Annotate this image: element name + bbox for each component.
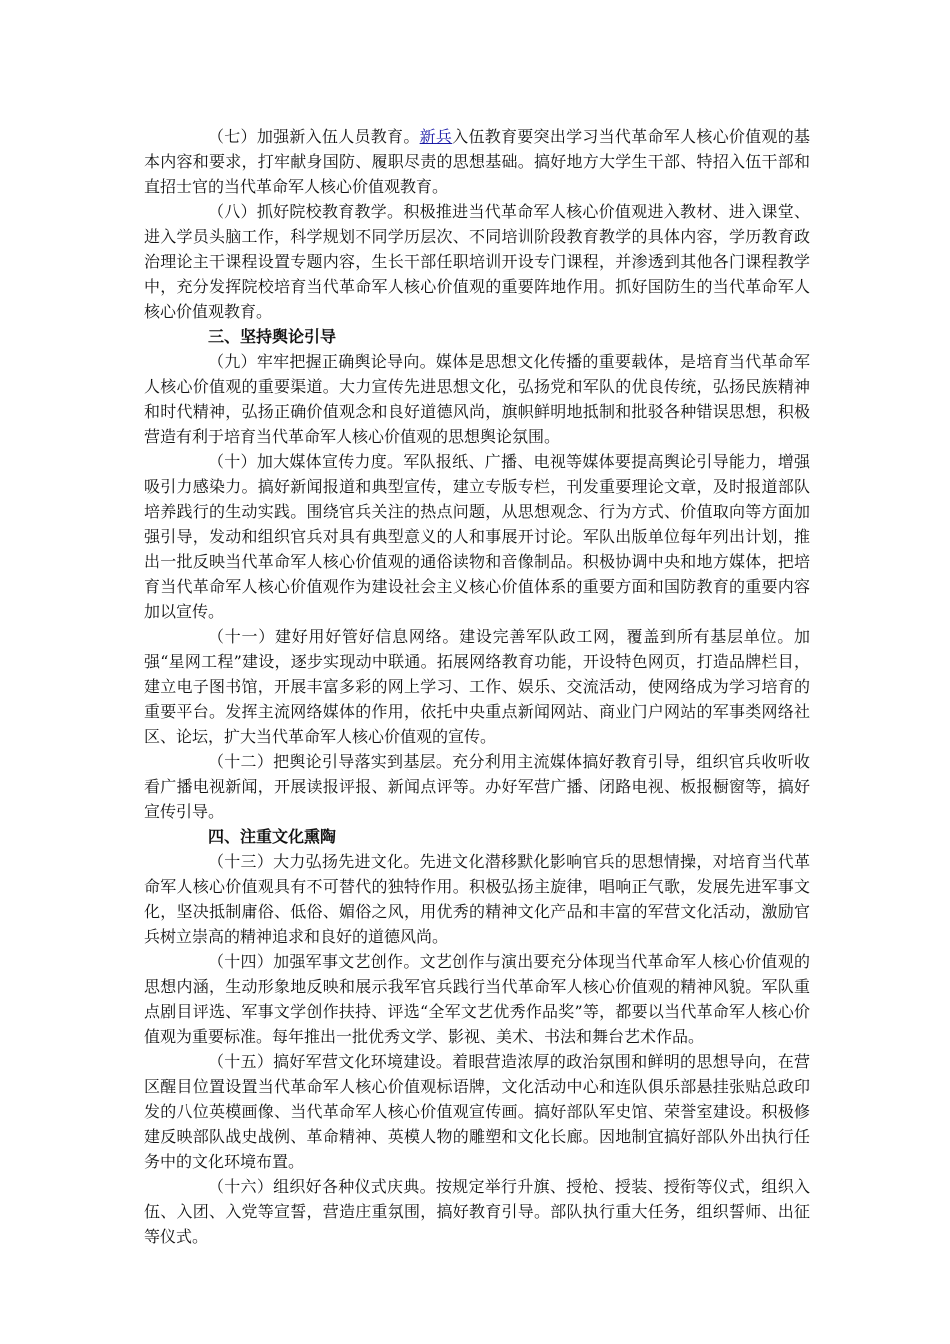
section-heading-3: 三、坚持舆论引导 [208,327,337,346]
document-body [144,124,810,1249]
paragraph-7-text-start: （七）加强新入伍人员教育。 [208,127,420,146]
section-heading-4: 四、注重文化熏陶 [208,827,337,846]
paragraph-14: （十四）加强军事文艺创作。文艺创作与演出要充分体现当代革命军人核心价值观的思想内涵，生动形象地反映和展示我军官兵践行当代革命军人核心价值观的精神风貌。军队重点剧目评选、军事文学创作扶持、评选“全军文艺优秀作品奖”等，都要以当代革命军人核心价值观为重要标准。每年推出一批优秀文学、影视、美术、书法和舞台艺术作品。 [144,952,810,1046]
paragraph-9: （九）牢牢把握正确舆论导向。媒体是思想文化传播的重要载体，是培育当代革命军人核心价值观的重要渠道。大力宣传先进思想文化，弘扬党和军队的优良传统，弘扬民族精神和时代精神，弘扬正确价值观念和良好道德风尚，旗帜鲜明地抵制和批驳各种错误思想，积极营造有利于培育当代革命军人核心价值观的思想舆论氛围。 [144,352,810,446]
paragraph-16: （十六）组织好各种仪式庆典。按规定举行升旗、授枪、授装、授衔等仪式，组织入伍、入团、入党等宣誓，营造庄重氛围，搞好教育引导。部队执行重大任务，组织誓师、出征等仪式。 [144,1177,810,1246]
paragraph-10: （十）加大媒体宣传力度。军队报纸、广播、电视等媒体要提高舆论引导能力，增强吸引力感染力。搞好新闻报道和典型宣传，建立专版专栏，刊发重要理论文章，及时报道部队培养践行的生动实践。围绕官兵关注的热点问题，从思想观念、行为方式、价值取向等方面加强引导，发动和组织官兵对具有典型意义的人和事展开讨论。军队出版单位每年列出计划，推出一批反映当代革命军人核心价值观的通俗读物和音像制品。积极协调中央和地方媒体，把培育当代革命军人核心价值观作为建设社会主义核心价值体系的重要方面和国防教育的重要内容加以宣传。 [144,452,810,621]
link-new-recruit[interactable]: 新兵 [419,127,453,146]
paragraph-8: （八）抓好院校教育教学。积极推进当代革命军人核心价值观进入教材、进入课堂、进入学员头脑工作，科学规划不同学历层次、不同培训阶段教育教学的具体内容，学历教育政治理论主干课程设置专题内容，生长干部任职培训开设专门课程，并渗透到其他各门课程教学中，充分发挥院校培育当代革命军人核心价值观的重要阵地作用。抓好国防生的当代革命军人核心价值观教育。 [144,202,810,321]
paragraph-7 [144,124,810,199]
paragraph-15: （十五）搞好军营文化环境建设。着眼营造浓厚的政治氛围和鲜明的思想导向，在营区醒目位置设置当代革命军人核心价值观标语牌，文化活动中心和连队俱乐部悬挂张贴总政印发的八位英模画像、当代革命军人核心价值观宣传画。搞好部队军史馆、荣誉室建设。积极修建反映部队战史战例、革命精神、英模人物的雕塑和文化长廊。因地制宜搞好部队外出执行任务中的文化环境布置。 [144,1052,810,1171]
paragraph-7-text-end: 入伍教育要突出学习当代革命军人核心价值观的基本内容和要求，打牢献身国防、履职尽责的思想基础。搞好地方大学生干部、特招入伍干部和直招士官的当代革命军人核心价值观教育。 [144,127,810,196]
paragraph-13: （十三）大力弘扬先进文化。先进文化潜移默化影响官兵的思想情操，对培育当代革命军人核心价值观具有不可替代的独特作用。积极弘扬主旋律，唱响正气歌，发展先进军事文化，坚决抵制庸俗、低俗、媚俗之风，用优秀的精神文化产品和丰富的军营文化活动，激励官兵树立崇高的精神追求和良好的道德风尚。 [144,852,810,946]
paragraph-12: （十二）把舆论引导落实到基层。充分利用主流媒体搞好教育引导，组织官兵收听收看广播电视新闻，开展读报评报、新闻点评等。办好军营广播、闭路电视、板报橱窗等，搞好宣传引导。 [144,752,810,821]
paragraph-11: （十一）建好用好管好信息网络。建设完善军队政工网，覆盖到所有基层单位。加强“星网工程”建设，逐步实现动中联通。拓展网络教育功能，开设特色网页，打造品牌栏目，建立电子图书馆，开展丰富多彩的网上学习、工作、娱乐、交流活动，使网络成为学习培育的重要平台。发挥主流网络媒体的作用，依托中央重点新闻网站、商业门户网站的军事类网络社区、论坛，扩大当代革命军人核心价值观的宣传。 [144,627,810,746]
